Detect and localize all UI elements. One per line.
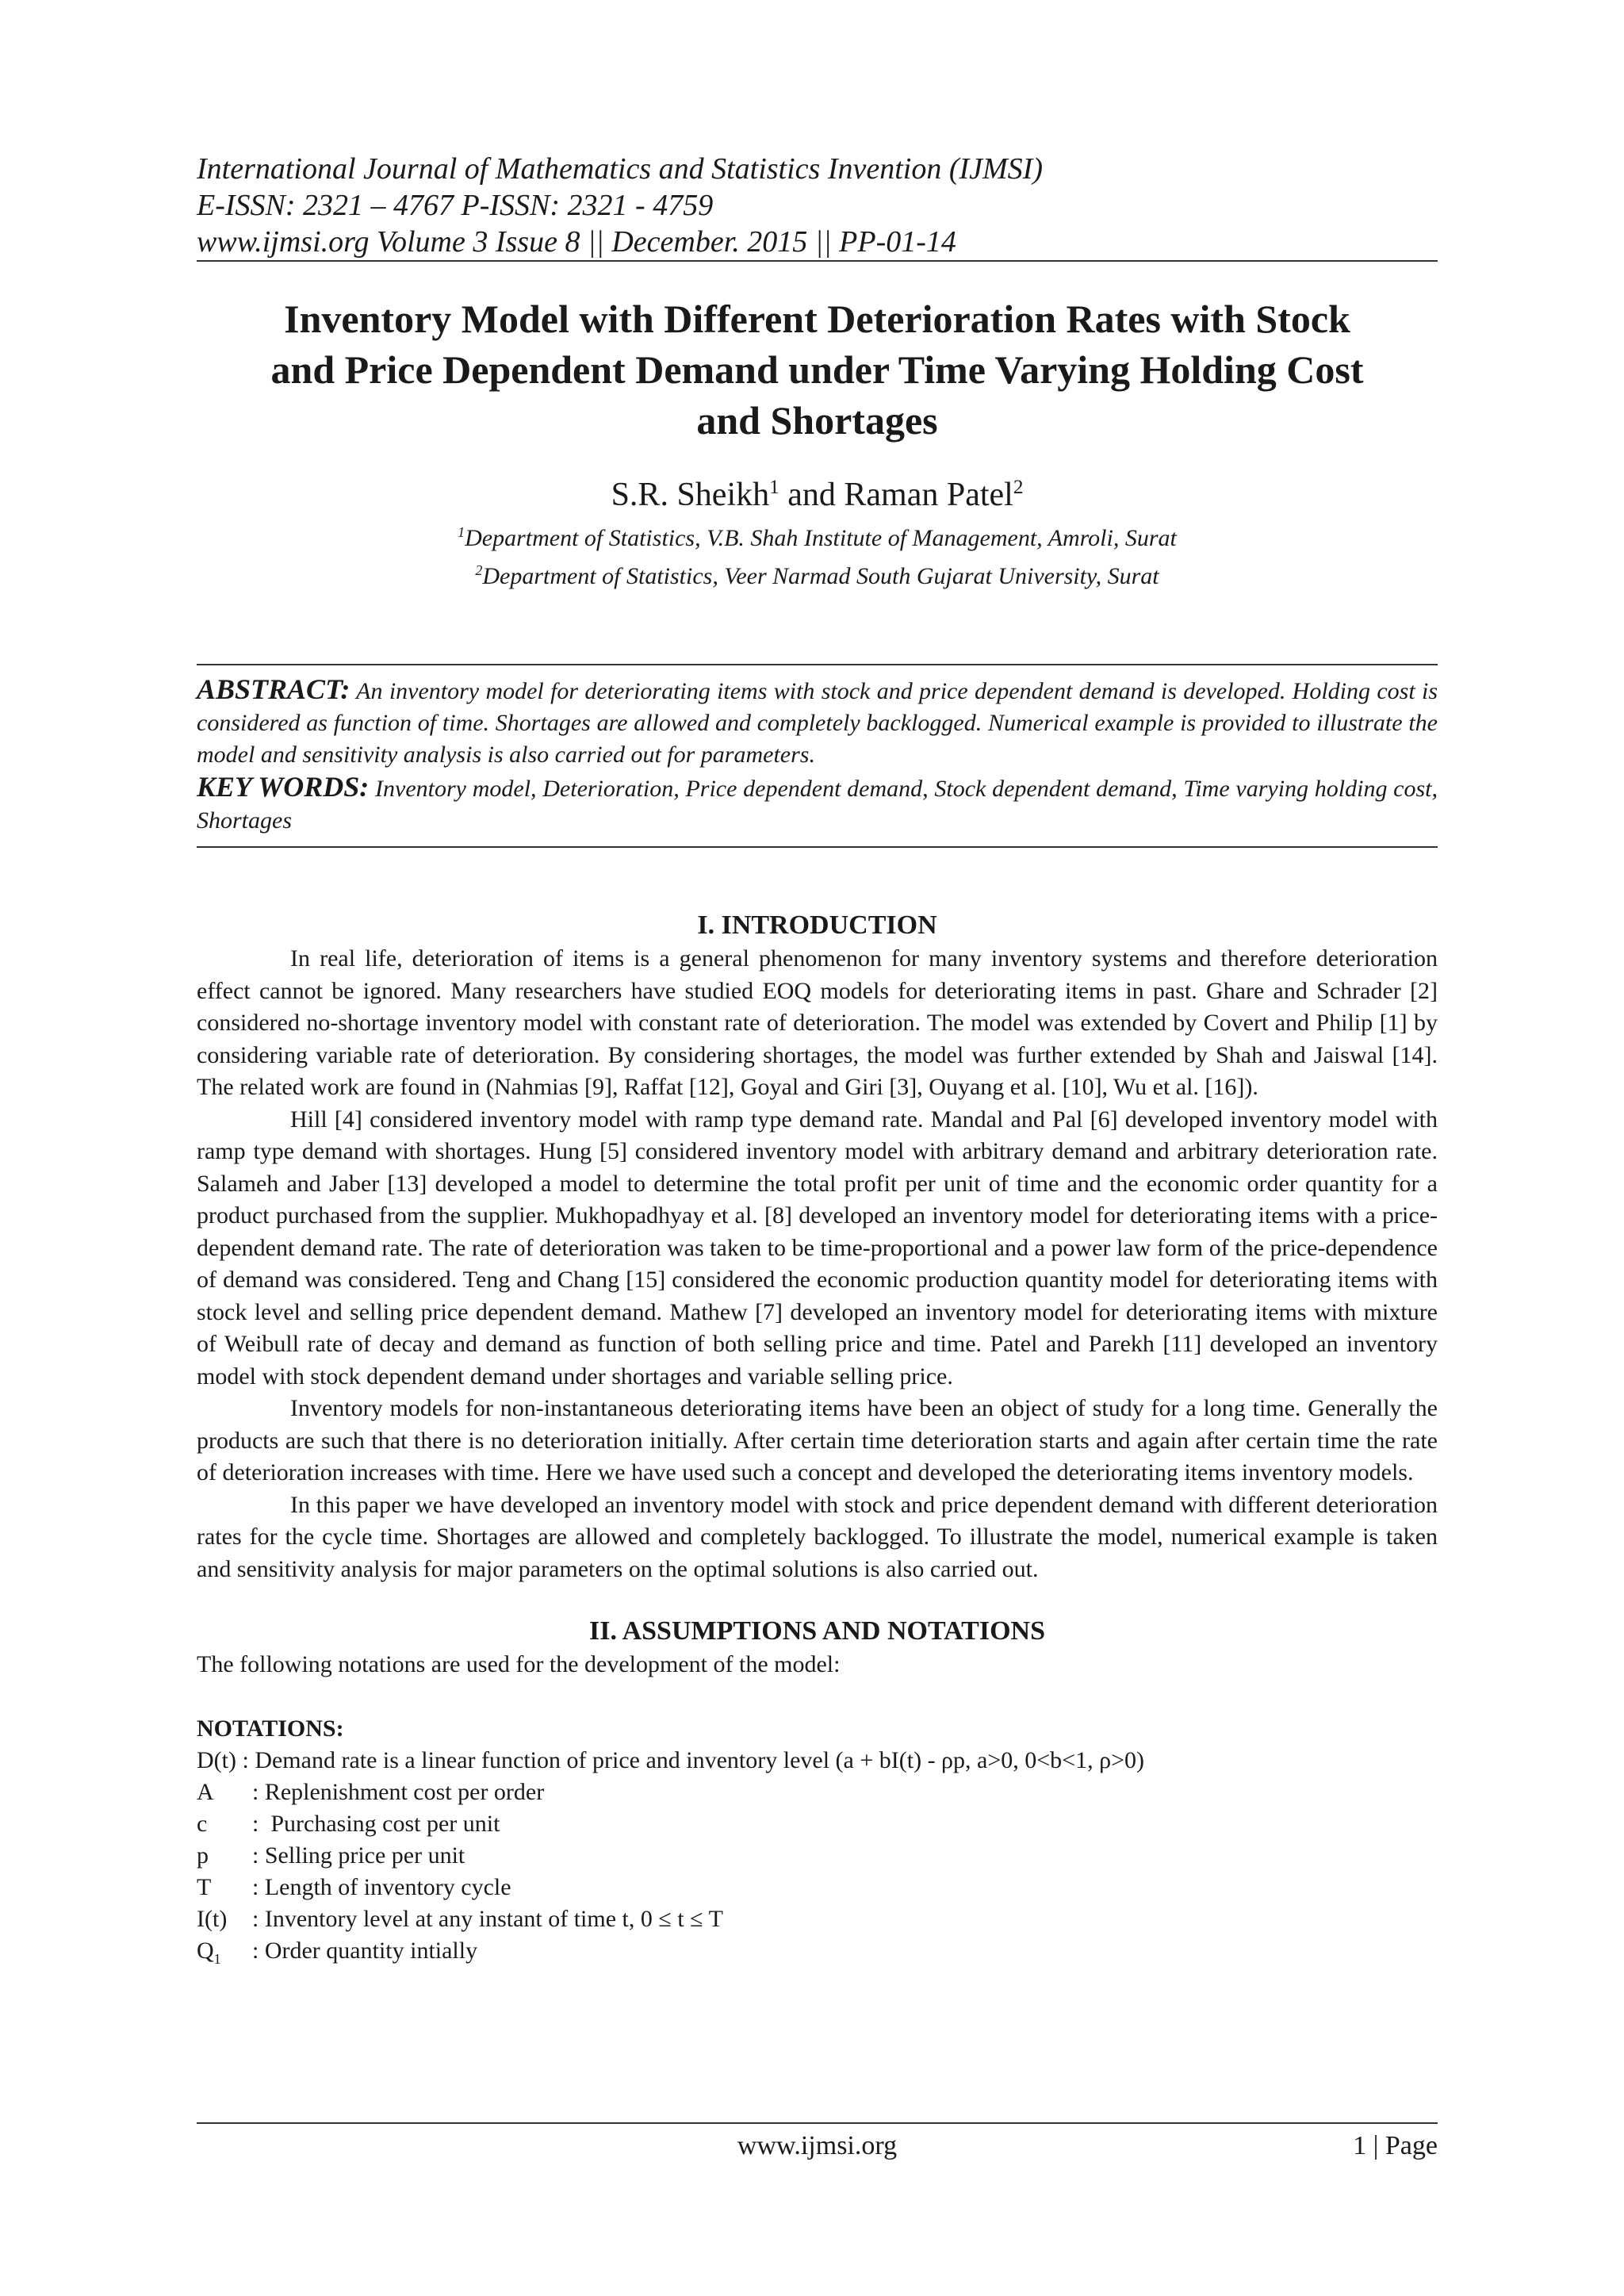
notation-text: : Inventory level at any instant of time t, 0 ≤ t ≤ T: [252, 1905, 723, 1932]
notation-symbol: p: [197, 1842, 209, 1869]
author-1: S.R. Sheikh: [611, 477, 770, 513]
page-footer: [197, 2122, 1438, 2160]
notation-item: [197, 1903, 1438, 1935]
notation-item: [197, 1745, 1438, 1777]
keywords-label: KEY WORDS:: [197, 771, 370, 803]
notation-text: : Purchasing cost per unit: [252, 1810, 500, 1837]
journal-name: International Journal of Mathematics and Statistics Invention (IJMSI): [197, 152, 1043, 186]
notation-item: [197, 1935, 1438, 1975]
abstract: [197, 673, 1438, 771]
footer-website: www.ijmsi.org: [737, 2131, 898, 2160]
notation-symbol-base: Q: [197, 1937, 214, 1964]
section-heading-assumptions: II. ASSUMPTIONS AND NOTATIONS: [589, 1616, 1045, 1646]
notation-item: [197, 1808, 1438, 1840]
affiliation-2-mark: 2: [475, 562, 483, 578]
author-2-mark: 2: [1013, 477, 1024, 498]
notation-item: [197, 1872, 1438, 1903]
notation-symbol: D(t): [197, 1746, 236, 1773]
keywords: [197, 771, 1438, 837]
affiliation-2: [197, 554, 1438, 592]
intro-paragraph-3: Inventory models for non-instantaneous deteriorating items have been an object of study for a long time. Generally the products are such that there is no deterioration initially. After certain time deterioration starts and again after certain time the rate of deterioration increases with time. Here we have used such a concept and developed the deteriorating items inventory models.: [197, 1395, 1438, 1485]
paper-title: [197, 293, 1438, 446]
notation-symbol: T: [197, 1873, 212, 1900]
footer-page-number: 1 | Page: [1353, 2131, 1438, 2160]
title-line-3: and Shortages: [696, 398, 938, 443]
author-list: [197, 466, 1438, 516]
affiliation-1: [197, 516, 1438, 554]
notation-text: : Demand rate is a linear function of price and inventory level (a + bI(t) - ρp, a>0, 0<b<1, ρ>0): [236, 1746, 1144, 1773]
notation-symbol: c: [197, 1810, 208, 1837]
abstract-text: An inventory model for deteriorating items with stock and price dependent demand is developed. Holding cost is considered as function of time. Shortages are allowed and completely backlogged. Numerical example is provided to illustrate the model and sensitivity analysis is also carried out for parameters.: [197, 678, 1438, 768]
affiliation-1-text: Department of Statistics, V.B. Shah Institute of Management, Amroli, Surat: [465, 525, 1177, 551]
journal-header: [197, 151, 1438, 260]
notation-symbol: [197, 1935, 252, 1975]
title-line-2: and Price Dependent Demand under Time Varying Holding Cost: [270, 347, 1364, 392]
author-2: Raman Patel: [844, 477, 1013, 513]
notation-symbol-subscript: 1: [213, 1950, 221, 1967]
volume-line: www.ijmsi.org Volume 3 Issue 8 || December. 2015 || PP-01-14: [197, 225, 956, 259]
notations-heading: NOTATIONS:: [197, 1715, 344, 1742]
intro-paragraph-1: In real life, deterioration of items is a general phenomenon for many inventory systems and therefore deterioration effect cannot be ignored. Many researchers have studied EOQ models for deteriorating items in past. Ghare and Schrader [2] considered no-shortage inventory model with constant rate of deterioration. The model was extended by Covert and Philip [1] by considering variable rate of deterioration. By considering shortages, the model was further extended by Shah and Jaiswal [14]. The related work are found in (Nahmias [9], Raffat [12], Goyal and Giri [3], Ouyang et al. [10], Wu et al. [16]).: [197, 945, 1438, 1100]
notation-text: : Replenishment cost per order: [252, 1778, 545, 1805]
section-heading-introduction: I. INTRODUCTION: [697, 910, 937, 940]
affiliation-1-mark: 1: [458, 524, 465, 540]
author-conjunction: and: [779, 477, 845, 513]
paper-page: [197, 151, 1438, 1975]
notation-symbol: I(t): [197, 1905, 228, 1932]
notation-item: [197, 1840, 1438, 1872]
intro-paragraph-4: In this paper we have developed an inventory model with stock and price dependent demand with different deterioration rates for the cycle time. Shortages are allowed and completely backlogged. To illustrate the model, numerical example is taken and sensitivity analysis for major parameters on the optimal solutions is also carried out.: [197, 1491, 1438, 1582]
abstract-label: ABSTRACT:: [197, 673, 350, 705]
header-rule: [197, 260, 1438, 262]
notation-text: : Order quantity intially: [252, 1937, 478, 1964]
keywords-text: Inventory model, Deterioration, Price dependent demand, Stock dependent demand, Time varying holding cost, Shortages: [197, 776, 1438, 834]
notation-symbol: A: [197, 1778, 214, 1805]
affiliation-2-text: Department of Statistics, Veer Narmad South Gujarat University, Surat: [482, 563, 1159, 589]
author-1-mark: 1: [769, 477, 779, 498]
notations-intro: The following notations are used for the development of the model:: [197, 1651, 841, 1677]
notation-list: [197, 1745, 1438, 1975]
abstract-box: [197, 664, 1438, 848]
intro-paragraph-2: Hill [4] considered inventory model with ramp type demand rate. Mandal and Pal [6] developed inventory model with ramp type demand with shortages. Hung [5] considered inventory model with arbitrary demand and arbitrary deterioration rate. Salameh and Jaber [13] developed a model to determine the total profit per unit of time and the economic order quantity for a product purchased from the supplier. Mukhopadhyay et al. [8] developed an inventory model for deteriorating items with a price-dependent demand rate. The rate of deterioration was taken to be time-proportional and a power law form of the price-dependence of demand was considered. Teng and Chang [15] considered the economic production quantity model for deteriorating items with stock level and selling price dependent demand. Mathew [7] developed an inventory model for deteriorating items with mixture of Weibull rate of decay and demand as function of both selling price and time. Patel and Parekh [11] developed an inventory model with stock dependent demand under shortages and variable selling price.: [197, 1106, 1438, 1389]
notation-text: : Selling price per unit: [252, 1842, 465, 1869]
title-line-1: Inventory Model with Different Deterioration Rates with Stock: [284, 297, 1350, 341]
notation-text: : Length of inventory cycle: [252, 1873, 511, 1900]
notation-item: [197, 1777, 1438, 1808]
issn-line: E-ISSN: 2321 – 4767 P-ISSN: 2321 - 4759: [197, 189, 714, 222]
